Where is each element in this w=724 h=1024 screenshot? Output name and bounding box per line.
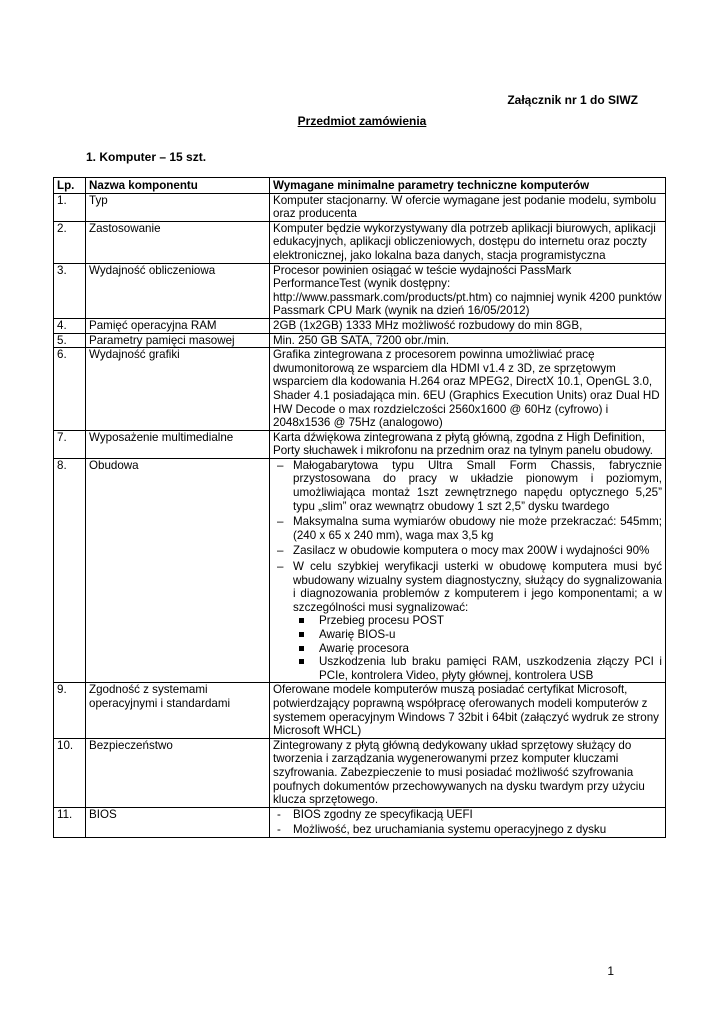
row-lp: 8. [54,458,86,683]
row-lp: 3. [54,263,86,318]
list-item [319,642,662,656]
square-bullet-icon [299,646,304,651]
row-lp: 1. [54,193,86,221]
row-component: Typ [86,193,270,221]
table-row [54,807,666,837]
header-component: Nazwa komponentu [86,178,270,194]
row-requirements: Min. 250 GB SATA, 7200 obr./min. [270,333,666,348]
requirement-paragraph: Karta dźwiękowa zintegrowana z płytą główną, zgodna z High Definition, [273,430,645,444]
dash-bullet-icon: – [277,544,284,558]
row-component: Zgodność z systemami operacyjnymi i standardami [86,683,270,738]
list-item [319,628,662,642]
list-item [277,560,662,682]
row-requirements: Komputer stacjonarny. W ofercie wymagane jest podanie modelu, symbolu oraz producenta [270,193,666,221]
row-requirements: Zintegrowany z płytą główną dedykowany układ sprzętowy służący do tworzenia i zarządzania wygenerowanymi przez komputer kluczami szyfrowania. Zabezpieczenie to musi posiadać możliwość szyfrowania poufnych dokumentów przechowywanych na dysku twardym przy użyciu klucza sprzętowego. [270,738,666,807]
row-requirements: Procesor powinien osiągać w teście wydajności PassMark PerformanceTest (wynik dostępny: http://www.passmark.com/products/pt.htm) co najmniej wynik 4200 punktów Passmark CPU Mark (wynik na dzień 16/05/2012) [270,263,666,318]
row-component: Wyposażenie multimedialne [86,430,270,458]
annex-label: Załącznik nr 1 do SIWZ [507,93,638,107]
table-header-row [54,178,666,194]
square-list [293,614,662,682]
row-requirements: Oferowane modele komputerów muszą posiadać certyfikat Microsoft, potwierdzający poprawną współpracę oferowanych modeli komputerów z systemem operacyjnym Windows 7 32bit i 64bit (załączyć wydruk ze strony Microsoft WHCL) [270,683,666,738]
table-row [54,458,666,683]
dash-list [273,808,662,837]
list-item [277,807,662,822]
list-item-text: Awarię BIOS-u [319,628,396,641]
section-heading: 1. Komputer – 15 szt. [86,150,207,164]
square-bullet-icon [299,659,304,664]
square-bullet-icon [299,632,304,637]
row-lp: 4. [54,318,86,333]
table-row [54,683,666,738]
dash-list [273,459,662,683]
square-bullet-icon [299,618,304,623]
list-item-text: W celu szybkiej weryfikacji usterki w obudowę komputera musi być wbudowany wizualny system diagnostyczny, służący do sygnalizowania i diagnozowania problemów z komputerem i jego komponentami; a w szczególności musi sygnalizować: [293,560,662,614]
hyphen-bullet-icon: - [277,823,281,837]
row-component: Obudowa [86,458,270,683]
list-item [277,823,662,837]
row-component: Wydajność obliczeniowa [86,263,270,318]
list-item-text: Możliwość, bez uruchamiania systemu operacyjnego z dysku [293,823,607,837]
row-requirements [270,807,666,837]
row-requirements [270,458,666,683]
row-lp: 5. [54,333,86,348]
dash-bullet-icon: – [277,458,284,472]
row-lp: 7. [54,430,86,458]
row-requirements: Grafika zintegrowana z procesorem powinna umożliwiać pracę dwumonitorową ze wsparciem dla HDMI v1.4 z 3D, ze sprzętowym wsparciem dla kodowania H.264 oraz MPEG2, DirectX 10.1, OpenGL 3.0, Shader 4.1 posiadająca min. 6EU (Graphics Execution Units) oraz Dual HD HW Decode o max rozdzielczości 2560x1600 @ 60Hz (cyfrowo) i 2048x1536 @ 75Hz (analogowo) [270,348,666,431]
list-item-text: Uszkodzenia lub braku pamięci RAM, uszkodzenia złączy PCI i PCIe, kontrolera Video, płyty głównej, kontrolera USB [319,655,662,682]
row-component: Bezpieczeństwo [86,738,270,807]
row-component: Wydajność grafiki [86,348,270,431]
table-row [54,263,666,318]
table-row [54,430,666,458]
row-component: Pamięć operacyjna RAM [86,318,270,333]
row-lp: 2. [54,221,86,263]
row-requirements: Komputer będzie wykorzystywany dla potrzeb aplikacji biurowych, aplikacji edukacyjnych, aplikacji obliczeniowych, dostępu do internetu oraz poczty elektronicznej, jako lokalna baza danych, stacja programistyczna [270,221,666,263]
dash-bullet-icon: – [277,515,284,529]
table-row [54,318,666,333]
row-requirements: 2GB (1x2GB) 1333 MHz możliwość rozbudowy do min 8GB, [270,318,666,333]
document-subject: Przedmiot zamówienia [297,114,427,128]
list-item [319,655,662,682]
table-row [54,221,666,263]
row-requirements [270,430,666,458]
row-lp: 11. [54,807,86,837]
list-item-text: Maksymalna suma wymiarów obudowy nie może przekraczać: 545mm; (240 x 65 x 240 mm), waga max 3,5 kg [293,515,662,542]
page-number: 1 [607,964,614,978]
header-requirements: Wymagane minimalne parametry techniczne komputerów [270,178,666,194]
spec-table [53,177,666,838]
row-lp: 6. [54,348,86,431]
list-item [319,614,662,628]
row-lp: 9. [54,683,86,738]
list-item-text: Przebieg procesu POST [319,614,445,628]
list-item-text: Awarię procesora [319,641,410,655]
table-row [54,333,666,348]
table-row [54,193,666,221]
table-row [54,738,666,807]
hyphen-bullet-icon: - [277,807,281,821]
row-lp: 10. [54,738,86,807]
row-component: Parametry pamięci masowej [86,333,270,348]
dash-bullet-icon: – [277,560,284,574]
list-item [277,544,662,558]
table-row [54,348,666,431]
row-component: BIOS [86,807,270,837]
list-item-text: Małogabarytowa typu Ultra Small Form Chassis, fabrycznie przystosowana do pracy w układzie pionowym i poziomym, umożliwiająca montaż 1szt zewnętrznego napędu optycznego 5,25” typu „slim” oraz wewnątrz obudowy 1 szt 2,5” dysku twardego [293,458,662,513]
list-item-text: BIOS zgodny ze specyfikacją UEFI [293,807,473,821]
list-item [277,515,662,542]
list-item-text: Zasilacz w obudowie komputera o mocy max 200W i wydajności 90% [293,544,650,558]
header-lp: Lp. [54,178,86,194]
row-component: Zastosowanie [86,221,270,263]
list-item [277,458,662,513]
requirement-paragraph: Porty słuchawek i mikrofonu na przednim oraz na tylnym panelu obudowy. [273,444,653,458]
